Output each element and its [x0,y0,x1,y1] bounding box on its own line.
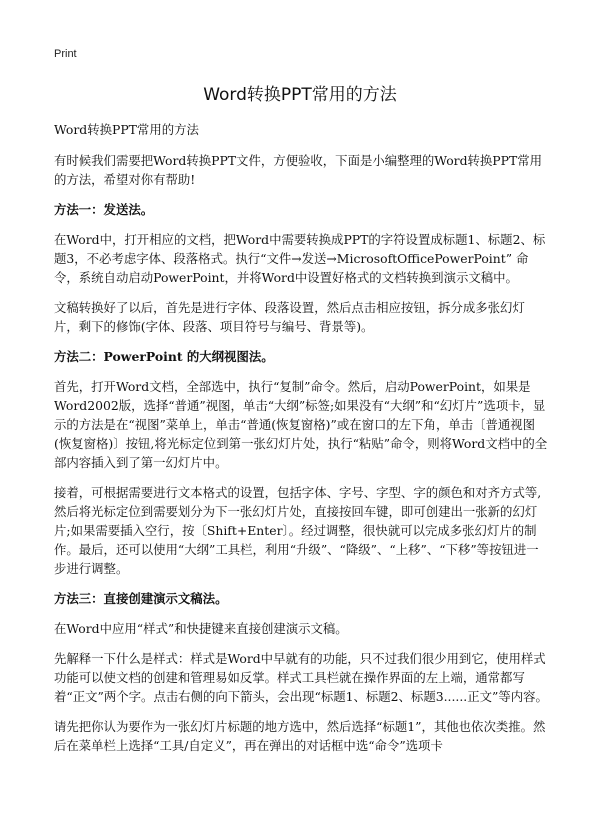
method1-paragraph-1: 在Word中，打开相应的文档，把Word中需要转换成PPT的字符设置成标题1、标题2、标题3，不必考虑字体、段落格式。执行“文件→发送→MicrosoftOfficePowerPoint” 命令，系统自动启动PowerPoint，并将Word中设置好格式的文档转换到演示文稿中。 [54,232,546,285]
method1-heading: 方法一：发送法。 [54,202,154,217]
method3-paragraph-3: 请先把你认为要作为一张幻灯片标题的地方选中，然后选择“标题1”，其他也依次类推。然后在菜单栏上选择“工具/自定义”，再在弹出的对话框中选“命令”选项卡 [54,719,546,753]
method1-paragraph-2: 文稿转换好了以后，首先是进行字体、段落设置，然后点击相应按钮，拆分成多张幻灯片，剩下的修饰(字体、段落、项目符号与编号、背景等)。 [54,300,525,334]
print-label: Print [54,48,77,60]
method3-paragraph-1: 在Word中应用“样式”和快捷键来直接创建演示文稿。 [54,621,348,636]
method2-heading: 方法二：PowerPoint 的大纲视图法。 [54,349,274,364]
method2-paragraph-1: 首先，打开Word文档，全部选中，执行“复制”命令。然后，启动PowerPoint，如果是Word2002版，选择“普通”视图，单击“大纲”标签;如果没有“大纲”和“幻灯片”选项卡，显示的方法是在“视图”菜单上，单击“普通(恢复窗格)”或在窗口的左下角，单击〔普通视图(恢复窗格)〕按钮,将光标定位到第一张幻灯片处，执行“粘贴”命令，则将Word文档中的全部内容插入到了第一幻灯片中。 [54,379,548,470]
method3-paragraph-2: 先解释一下什么是样式：样式是Word中早就有的功能，只不过我们很少用到它，使用样式功能可以使文档的创建和管理易如反掌。样式工具栏就在操作界面的左上端，通常都写着“正文”两个字。点击右侧的向下箭头，会出现“标题1、标题2、标题3......正文”等内容。 [54,651,548,704]
document-body [54,120,548,766]
method3-heading: 方法三：直接创建演示文稿法。 [54,591,228,606]
intro-paragraph: 有时候我们需要把Word转换PPT文件，方便验收，下面是小编整理的Word转换PPT常用的方法，希望对你有帮助! [54,153,543,187]
document-subtitle: Word转换PPT常用的方法 [54,122,199,137]
page-title: Word转换PPT常用的方法 [203,85,397,105]
method2-paragraph-2: 接着，可根据需要进行文本格式的设置，包括字体、字号、字型、字的颜色和对齐方式等,然后将光标定位到需要划分为下一张幻灯片处，直接按回车键，即可创建出一张新的幻灯片;如果需要插入空行，按〔Shift+Enter〕。经过调整，很快就可以完成多张幻灯片的制作。最后，还可以使用“大纲”工具栏，利用“升级”、“降级”、“上移”、“下移”等按钮进一步进行调整。 [54,485,542,576]
